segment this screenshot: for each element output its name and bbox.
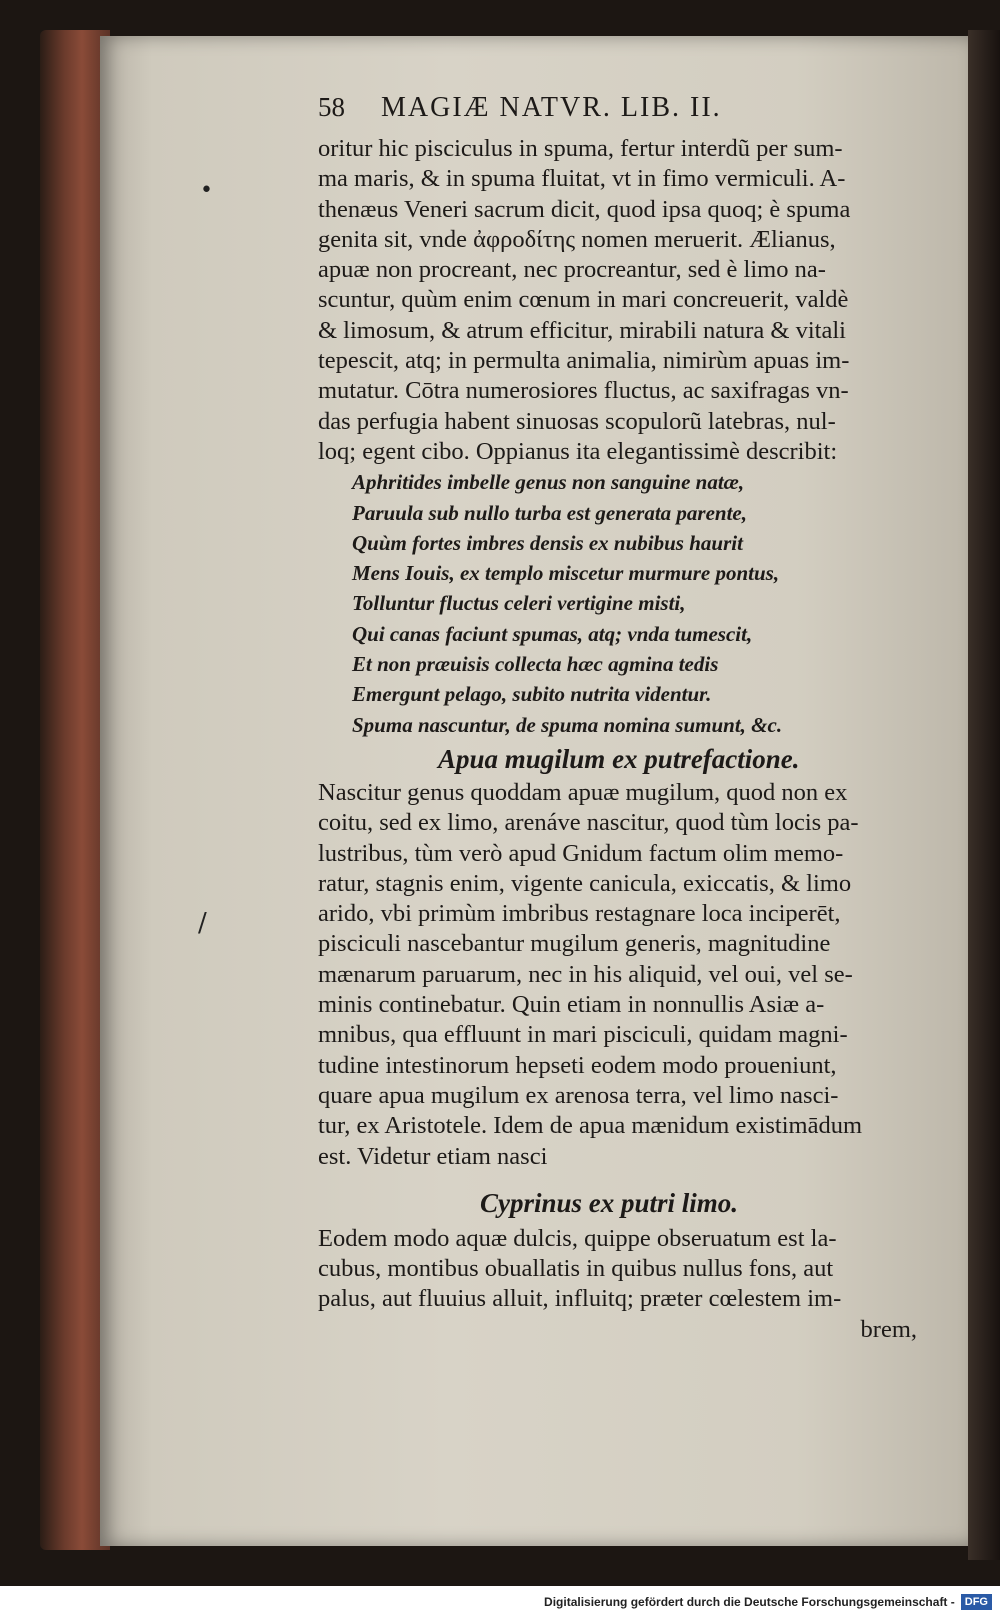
text-line: arido, vbi primùm imbribus restagnare loca inciperēt,: [318, 900, 841, 928]
verse-line: Spuma nascuntur, de spuma nomina sumunt, &c.: [352, 712, 783, 737]
text-line: lustribus, tùm verò apud Gnidum factum olim memo-: [318, 839, 844, 867]
page-right-shadow: [968, 30, 1000, 1560]
text-line: palus, aut fluuius alluit, influitq; præter cœlestem im-: [318, 1285, 842, 1313]
verse-line: Quùm fortes imbres densis ex nubibus haurit: [352, 530, 743, 555]
margin-dot: •: [200, 178, 213, 203]
verse-block: [318, 467, 923, 740]
text-line: mænarum paruarum, nec in his aliquid, vel oui, vel se-: [318, 960, 853, 988]
text-line: est. Videtur etiam nasci: [318, 1142, 548, 1170]
text-line: tudine intestinorum hepseti eodem modo proueniunt,: [318, 1051, 837, 1079]
running-head: MAGIÆ NATVR. LIB. II.: [381, 92, 722, 123]
text-line: thenæus Veneri sacrum dicit, quod ipsa quoq; è spuma: [318, 195, 851, 223]
text-line: scuntur, quùm enim cœnum in mari concreuerit, valdè: [318, 286, 849, 314]
text-line: minis continebatur. Quin etiam in nonnullis Asiæ a-: [318, 991, 825, 1019]
dfg-logo[interactable]: DFG: [961, 1594, 992, 1610]
margin-stroke: /: [198, 908, 207, 938]
text-line: & limosum, & atrum efficitur, mirabili natura & vitali: [318, 316, 846, 344]
text-line: quare apua mugilum ex arenosa terra, vel limo nasci-: [318, 1081, 839, 1109]
verse-line: Mens Iouis, ex templo miscetur murmure pontus,: [352, 561, 780, 586]
catchword: brem,: [860, 1315, 917, 1343]
body-block-2: [318, 778, 923, 1172]
body-block-1: [318, 134, 923, 467]
section-heading-cyprinus: Cyprinus ex putri limo.: [480, 1187, 739, 1218]
text-line: genita sit, vnde ἀφροδίτης nomen meruerit. Ælianus,: [318, 225, 836, 253]
body-block-3: [318, 1224, 923, 1345]
text-line: tur, ex Aristotele. Idem de apua mænidum existimādum: [318, 1112, 863, 1140]
text-line: Eodem modo aquæ dulcis, quippe obseruatum est la-: [318, 1224, 837, 1252]
footer-credit-bar: [0, 1586, 1000, 1618]
text-line: das perfugia habent sinuosas scopulorũ latebras, nul-: [318, 407, 836, 435]
running-header: [318, 92, 923, 134]
verse-line: Paruula sub nullo turba est generata parente,: [352, 500, 747, 525]
verse-line: Aphritides imbelle genus non sanguine natæ,: [352, 470, 745, 495]
verse-line: Et non præuisis collecta hæc agmina tedis: [352, 652, 719, 677]
verse-line: Tolluntur fluctus celeri vertigine misti,: [352, 591, 686, 616]
text-line: mnibus, qua effluunt in mari pisciculi, quidam magni-: [318, 1021, 848, 1049]
footer-credit: Digitalisierung gefördert durch die Deutsche Forschungsgemeinschaft -: [544, 1595, 955, 1609]
section-heading-apua: Apua mugilum ex putrefactione.: [438, 743, 800, 774]
text-line: oritur hic pisciculus in spuma, fertur interdũ per sum-: [318, 135, 843, 162]
text-line: coitu, sed ex limo, arenáve nascitur, quod tùm locis pa-: [318, 809, 859, 837]
text-line: ma maris, & in spuma fluitat, vt in fimo vermiculi. A-: [318, 165, 846, 193]
text-line: cubus, montibus obuallatis in quibus nullus fons, aut: [318, 1255, 834, 1283]
text-line: loq; egent cibo. Oppianus ita elegantissimè describit:: [318, 437, 838, 465]
text-line: ratur, stagnis enim, vigente canicula, exiccatis, & limo: [318, 869, 852, 897]
text-line: tepescit, atq; in permulta animalia, nimirùm apuas im-: [318, 347, 850, 375]
verse-line: Emergunt pelago, subito nutrita videntur.: [352, 682, 712, 707]
text-line: mutatur. Cōtra numerosiores fluctus, ac saxifragas vn-: [318, 377, 849, 405]
page-number: 58: [318, 92, 345, 122]
text-line: Nascitur genus quoddam apuæ mugilum, quod non ex: [318, 778, 848, 806]
text-line: apuæ non procreant, nec procreantur, sed è limo na-: [318, 256, 826, 284]
text-line: pisciculi nascebantur mugilum generis, magnitudine: [318, 930, 831, 958]
page-text: [318, 92, 923, 1345]
verse-line: Qui canas faciunt spumas, atq; vnda tumescit,: [352, 621, 753, 646]
